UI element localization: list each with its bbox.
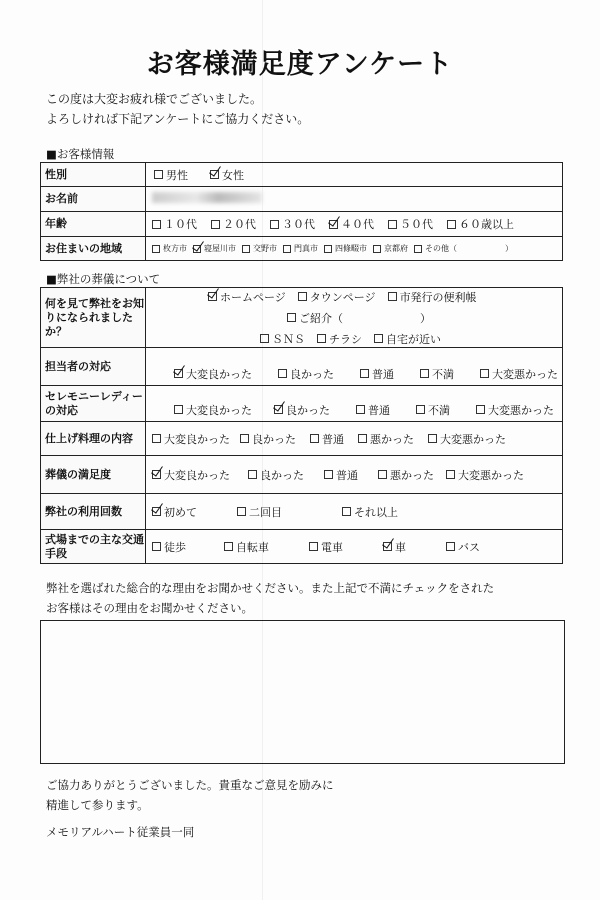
- option[interactable]: [298, 289, 376, 305]
- row-usage: [41, 494, 563, 530]
- row-label: 式場までの主な交通手段: [41, 530, 146, 564]
- option-label: 大変悪かった: [488, 403, 554, 417]
- row-label: 年齢: [41, 212, 146, 237]
- option-label: ＳＮＳ: [272, 332, 305, 346]
- option[interactable]: [260, 331, 305, 347]
- checkbox[interactable]: [309, 542, 318, 551]
- option-label: 女性: [222, 168, 244, 182]
- option[interactable]: [317, 331, 362, 347]
- option[interactable]: [237, 504, 282, 520]
- reason-prompt-line-1: 弊社を選ばれた総合的な理由をお聞かせください。また上記で不満にチェックをされた: [46, 581, 495, 595]
- option[interactable]: [310, 431, 344, 447]
- checkbox[interactable]: [224, 542, 233, 551]
- row-name: [41, 187, 563, 212]
- option[interactable]: [224, 539, 269, 555]
- customer-info-table: [40, 162, 563, 261]
- checkbox[interactable]: [260, 334, 269, 343]
- row-ceremony-lady: [41, 386, 563, 422]
- checkbox[interactable]: [378, 470, 387, 479]
- option[interactable]: [287, 310, 431, 326]
- option-label: タウンページ: [309, 290, 376, 304]
- option-label: 良かった: [286, 403, 330, 417]
- checkbox[interactable]: [446, 470, 455, 479]
- option-label: 普通: [336, 468, 358, 482]
- row-label: 担当者の対応: [41, 348, 146, 386]
- option[interactable]: [174, 402, 252, 418]
- region-options: [146, 237, 563, 261]
- option-label: ３０代: [282, 218, 315, 231]
- option[interactable]: [476, 402, 554, 418]
- option-label: ５０代: [400, 218, 433, 231]
- option[interactable]: [428, 431, 506, 447]
- option[interactable]: [193, 243, 236, 254]
- checkbox[interactable]: [373, 245, 381, 253]
- option-label: 大変悪かった: [440, 432, 506, 446]
- option[interactable]: [383, 539, 406, 555]
- checkbox[interactable]: [211, 220, 220, 229]
- option[interactable]: [378, 467, 434, 483]
- option-label: 大変良かった: [186, 367, 252, 381]
- comment-box[interactable]: [40, 620, 565, 764]
- option-label: 市発行の便利帳: [399, 290, 477, 304]
- checkbox[interactable]: [446, 542, 455, 551]
- option-label: それ以上: [354, 505, 398, 519]
- satisfaction-options: [146, 456, 563, 494]
- option-label: 車: [395, 540, 406, 554]
- row-source: [41, 288, 563, 348]
- checkbox[interactable]: [237, 507, 246, 516]
- option-label: 寝屋川市: [204, 244, 236, 253]
- checkbox-checked[interactable]: [208, 292, 217, 301]
- option[interactable]: [210, 167, 244, 183]
- checkbox[interactable]: [388, 292, 397, 301]
- option-label: 門真市: [294, 244, 318, 253]
- option-label: 良かった: [252, 432, 296, 446]
- row-gender: [41, 163, 563, 187]
- option[interactable]: [240, 431, 296, 447]
- checkbox[interactable]: [152, 220, 161, 229]
- option[interactable]: [309, 539, 343, 555]
- option-label: 大変良かった: [186, 403, 252, 417]
- option-label: その他（ ）: [425, 244, 513, 253]
- option-label: ６０歳以上: [459, 218, 514, 231]
- checkbox[interactable]: [374, 334, 383, 343]
- row-label: お住まいの地域: [41, 237, 146, 261]
- option-label: 普通: [372, 367, 394, 381]
- checkbox[interactable]: [154, 170, 163, 179]
- checkbox[interactable]: [420, 369, 429, 378]
- option-label: 悪かった: [390, 468, 434, 482]
- option-label: 男性: [166, 168, 188, 182]
- option[interactable]: [152, 539, 186, 555]
- option[interactable]: [342, 504, 398, 520]
- intro-line-1: この度は大変お疲れ様でございました。: [46, 92, 263, 106]
- checkbox[interactable]: [324, 470, 333, 479]
- option-label: 普通: [322, 432, 344, 446]
- closing-line-2: 精進して参ります。: [46, 798, 149, 812]
- option-label: 良かった: [290, 367, 334, 381]
- row-satisfaction: [41, 456, 563, 494]
- option[interactable]: [270, 216, 315, 232]
- option[interactable]: [480, 366, 558, 382]
- checkbox-checked[interactable]: [152, 470, 161, 479]
- row-staff: [41, 348, 563, 386]
- checkbox[interactable]: [270, 220, 279, 229]
- option[interactable]: [152, 431, 230, 447]
- checkbox[interactable]: [174, 405, 183, 414]
- checkbox[interactable]: [428, 434, 437, 443]
- option[interactable]: [152, 467, 230, 483]
- option-label: 枚方市: [163, 244, 187, 253]
- checkbox[interactable]: [358, 434, 367, 443]
- checkbox[interactable]: [342, 507, 351, 516]
- redacted-name: [152, 192, 262, 203]
- option-label: 大変悪かった: [492, 367, 558, 381]
- checkbox-checked[interactable]: [152, 507, 161, 516]
- meal-options: [146, 422, 563, 456]
- checkbox[interactable]: [310, 434, 319, 443]
- option-label: 大変悪かった: [458, 468, 524, 482]
- option-label: 大変良かった: [164, 468, 230, 482]
- checkbox[interactable]: [416, 405, 425, 414]
- checkbox[interactable]: [414, 245, 422, 253]
- closing-signature: メモリアルハート従業員一同: [46, 825, 195, 839]
- ceremony-lady-options: [146, 386, 563, 422]
- option-label: 不満: [428, 403, 450, 417]
- option-label: 京都府: [384, 244, 408, 253]
- option[interactable]: [152, 504, 197, 520]
- option[interactable]: [446, 539, 480, 555]
- option[interactable]: [174, 366, 252, 382]
- checkbox-checked[interactable]: [210, 170, 219, 179]
- option-label: 普通: [368, 403, 390, 417]
- checkbox[interactable]: [476, 405, 485, 414]
- row-transport: [41, 530, 563, 564]
- row-label: 何を見て弊社をお知りになられましたか？: [41, 288, 146, 348]
- option[interactable]: [211, 216, 256, 232]
- checkbox-checked[interactable]: [383, 542, 392, 551]
- row-label: 性別: [41, 163, 146, 187]
- checkbox-checked[interactable]: [329, 220, 338, 229]
- checkbox[interactable]: [278, 369, 287, 378]
- option-label: 交野市: [253, 244, 277, 253]
- option[interactable]: [356, 402, 390, 418]
- option[interactable]: [154, 167, 188, 183]
- section-customer-info-title: ■お客様情報: [46, 147, 115, 161]
- row-meal: [41, 422, 563, 456]
- option[interactable]: [152, 216, 197, 232]
- option-label: 初めて: [164, 505, 197, 519]
- option-label: 四條畷市: [335, 244, 367, 253]
- option-label: ４０代: [341, 218, 374, 231]
- option-label: 自転車: [236, 540, 269, 554]
- checkbox-checked[interactable]: [274, 405, 283, 414]
- option-label: １０代: [164, 218, 197, 231]
- option-label: 悪かった: [370, 432, 414, 446]
- funeral-table: [40, 287, 563, 564]
- row-region: [41, 237, 563, 261]
- option[interactable]: [242, 243, 277, 254]
- option-label: ２０代: [223, 218, 256, 231]
- staff-options: [146, 348, 563, 386]
- option[interactable]: [329, 216, 374, 232]
- checkbox[interactable]: [480, 369, 489, 378]
- checkbox-checked[interactable]: [174, 369, 183, 378]
- row-label: セレモニーレディーの対応: [41, 386, 146, 422]
- page-title: お客様満足度アンケート: [146, 49, 454, 80]
- checkbox[interactable]: [248, 470, 257, 479]
- option[interactable]: [152, 243, 187, 254]
- gender-options: [146, 163, 563, 187]
- option[interactable]: [388, 216, 433, 232]
- checkbox[interactable]: [447, 220, 456, 229]
- row-label: お名前: [41, 187, 146, 212]
- option[interactable]: [274, 402, 330, 418]
- option[interactable]: [420, 366, 454, 382]
- checkbox[interactable]: [317, 334, 326, 343]
- checkbox-checked[interactable]: [193, 245, 201, 253]
- option-label: ご紹介（ ）: [299, 311, 431, 325]
- row-label: 葬儀の満足度: [41, 456, 146, 494]
- checkbox[interactable]: [388, 220, 397, 229]
- option-label: 不満: [432, 367, 454, 381]
- checkbox[interactable]: [324, 245, 332, 253]
- source-options: [146, 288, 563, 348]
- row-label: 仕上げ料理の内容: [41, 422, 146, 456]
- option[interactable]: [324, 467, 358, 483]
- transport-options: [146, 530, 563, 564]
- section-funeral-title: ■弊社の葬儀について: [46, 272, 161, 286]
- intro-line-2: よろしければ下記アンケートにご協力ください。: [46, 112, 310, 126]
- checkbox[interactable]: [152, 434, 161, 443]
- option[interactable]: [248, 467, 304, 483]
- row-label: 弊社の利用回数: [41, 494, 146, 530]
- option[interactable]: [324, 243, 367, 254]
- checkbox[interactable]: [287, 313, 296, 322]
- option[interactable]: [416, 402, 450, 418]
- usage-options: [146, 494, 563, 530]
- option-label: 大変良かった: [164, 432, 230, 446]
- option[interactable]: [374, 331, 441, 347]
- option-label: 電車: [321, 540, 343, 554]
- option[interactable]: [388, 289, 477, 305]
- checkbox[interactable]: [152, 542, 161, 551]
- option[interactable]: [358, 431, 414, 447]
- option[interactable]: [446, 467, 524, 483]
- checkbox[interactable]: [242, 245, 250, 253]
- checkbox[interactable]: [360, 369, 369, 378]
- option[interactable]: [283, 243, 318, 254]
- option-label: 良かった: [260, 468, 304, 482]
- option-label: 自宅が近い: [386, 332, 441, 346]
- option-label: バス: [458, 540, 480, 554]
- name-field[interactable]: [146, 187, 563, 212]
- option-label: 二回目: [249, 505, 282, 519]
- option-label: 徒歩: [164, 540, 186, 554]
- reason-prompt-line-2: お客様はその理由をお聞かせください。: [46, 601, 253, 615]
- option[interactable]: [208, 289, 286, 305]
- checkbox[interactable]: [283, 245, 291, 253]
- option[interactable]: [447, 216, 514, 232]
- checkbox[interactable]: [240, 434, 249, 443]
- checkbox[interactable]: [356, 405, 365, 414]
- option-label: チラシ: [329, 332, 362, 346]
- option[interactable]: [278, 366, 334, 382]
- option[interactable]: [414, 243, 513, 254]
- age-options: [146, 212, 563, 237]
- option-label: ホームページ: [220, 290, 286, 304]
- checkbox[interactable]: [152, 245, 160, 253]
- row-age: [41, 212, 563, 237]
- option[interactable]: [360, 366, 394, 382]
- checkbox[interactable]: [298, 292, 307, 301]
- option[interactable]: [373, 243, 408, 254]
- closing-line-1: ご協力ありがとうございました。貴重なご意見を励みに: [46, 778, 334, 792]
